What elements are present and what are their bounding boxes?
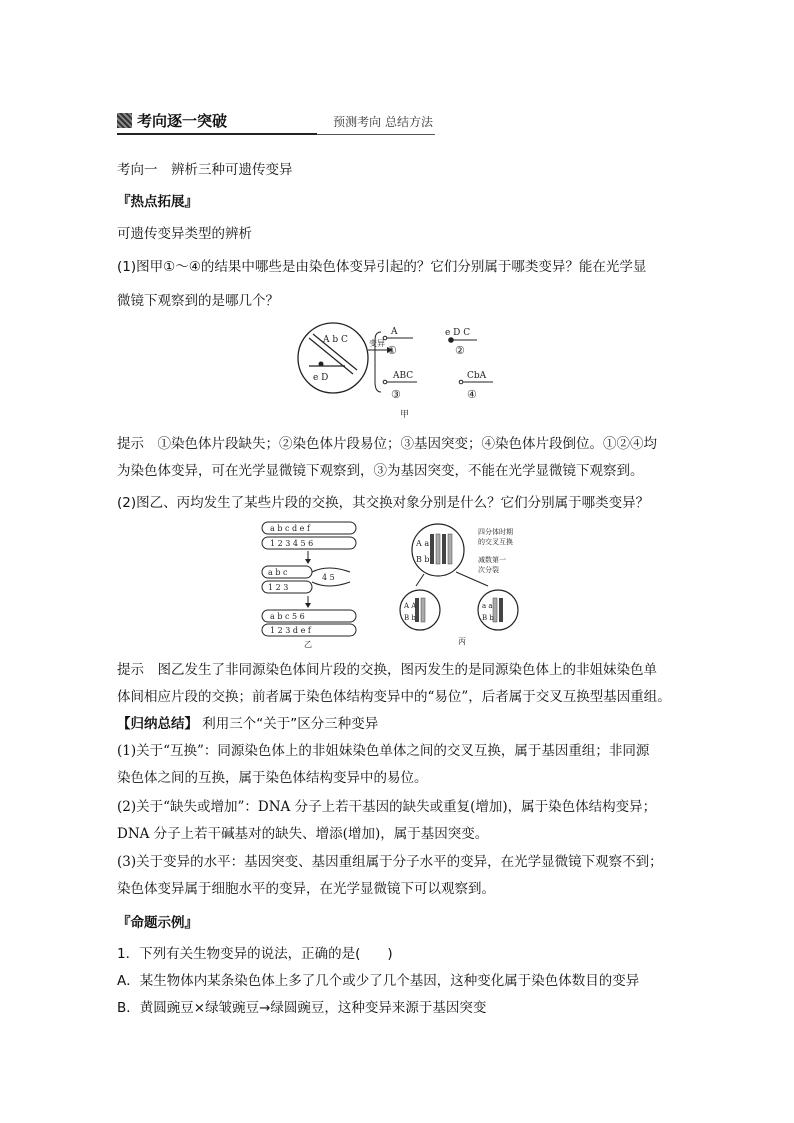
yi-caption: 乙: [304, 640, 312, 648]
header-rule-thin: [317, 134, 435, 135]
bing-note4: 次分裂: [478, 566, 499, 574]
example-option-a: A．某生物体内某条染色体上多了几个或少了几个基因，这种变化属于染色体数目的变异: [117, 973, 640, 989]
summary-tag: 【归纳总结】: [117, 716, 198, 732]
section-header: [117, 110, 435, 132]
jia-result2: e D C: [445, 328, 471, 338]
summary-title: 利用三个“关于”区分三种变异: [202, 716, 379, 732]
jia-caption: 甲: [400, 410, 410, 420]
yi-row6: 1 2 3 d e f: [270, 626, 311, 635]
yi-row3-left: a b c: [268, 568, 288, 577]
jia-result4: CbA: [467, 371, 487, 381]
yi-row2: 1 2 3 4 5 6: [270, 539, 314, 548]
question1-line1: (1)图甲①～④的结果中哪些是由染色体变异引起的？它们分别属于哪类变异？能在光学显: [117, 259, 647, 275]
question2: (2)图乙、丙均发生了某些片段的交换，其交换对象分别是什么？它们分别属于哪类变异？: [117, 495, 650, 511]
figure-jia: [295, 320, 505, 422]
jia-num3: ③: [391, 388, 401, 401]
yi-row5: a b c 5 6: [270, 612, 305, 621]
hint2-line1: 提示 图乙发生了非同源染色体间片段的交换，图丙发生的是同源染色体上的非姐妹染色单: [117, 662, 657, 678]
summary-p3-line1: (3)关于变异的水平：基因突变、基因重组属于分子水平的变异，在光学显微镜下观察不到；: [117, 854, 663, 870]
jia-num2: ②: [455, 344, 465, 357]
bing-note1: 四分体时期: [478, 528, 513, 536]
yi-row1: a b c d e f: [270, 524, 310, 533]
example-tag: 『命题示例』: [117, 915, 198, 931]
yi-row4: 1 2 3: [268, 583, 289, 592]
expand-tag: 『热点拓展』: [117, 194, 198, 210]
hint1-line2: 为染色体变异，可在光学显微镜下观察到，③为基因突变，不能在光学显微镜下观察到。: [117, 463, 644, 479]
bing-right-labels: a a: [482, 602, 493, 610]
jia-num1: ①: [387, 344, 397, 357]
summary-p2-line1: (2)关于“缺失或增加”：DNA 分子上若干基因的缺失或重复(增加)，属于染色体结构变异；: [117, 799, 657, 815]
summary-p1-line2: 染色体之间的互换，属于染色体结构变异中的易位。: [117, 770, 428, 786]
jia-result3: ABC: [393, 371, 414, 381]
bing-note2: 的交叉互换: [478, 538, 513, 546]
example-option-b: B．黄圆豌豆×绿皱豌豆→绿圆豌豆，这种变异来源于基因突变: [117, 1000, 487, 1016]
jia-num4: ④: [467, 388, 477, 401]
example-stem: 1．下列有关生物变异的说法，正确的是( ): [117, 946, 393, 962]
hint2-line2: 体间相应片段的交换；前者属于染色体结构变异中的“易位”，后者属于交叉互换型基因重组。: [117, 689, 671, 705]
yi-row3-right: 4 5: [322, 573, 335, 582]
bing-top-labels2: B b: [416, 555, 430, 564]
question1-line2: 微镜下观察到的是哪几个？: [117, 293, 279, 309]
header-square-icon: [117, 113, 132, 128]
topic-title: 可遗传变异类型的辨析: [117, 226, 252, 242]
figure-bing: [398, 522, 548, 648]
header-rule: [117, 133, 317, 135]
summary-p1-line1: (1)关于“互换”：同源染色体上的非姐妹染色单体之间的交叉互换，属于基因重组；非同源: [117, 743, 650, 759]
hint1-line1: 提示 ①染色体片段缺失；②染色体片段易位；③基因突变；④染色体片段倒位。①②④均: [117, 436, 657, 452]
section-heading: 考向一 辨析三种可遗传变异: [117, 162, 293, 178]
summary-p3-line2: 染色体变异属于细胞水平的变异，在光学显微镜下可以观察到。: [117, 881, 495, 897]
summary-heading: [117, 712, 378, 732]
bing-top-labels: A a: [416, 539, 430, 548]
header-subtitle: 预测考向 总结方法: [333, 115, 433, 129]
bing-right-labels2: B b: [482, 614, 494, 622]
bing-left-labels2: B b: [404, 614, 416, 622]
jia-result1: A: [391, 327, 398, 337]
header-title: 考向逐一突破: [137, 112, 228, 130]
jia-circle-bottom: e D: [313, 373, 329, 383]
bing-caption: 丙: [458, 637, 466, 646]
bing-left-labels: A A: [404, 602, 417, 610]
jia-circle-top: A b C: [323, 335, 348, 345]
summary-p2-line2: DNA 分子上若干碱基对的缺失、增添(增加)，属于基因突变。: [117, 826, 489, 842]
bing-note3: 减数第一: [478, 556, 506, 564]
jia-arrow-label: 变异: [369, 339, 385, 348]
figure-yi: [260, 520, 360, 648]
